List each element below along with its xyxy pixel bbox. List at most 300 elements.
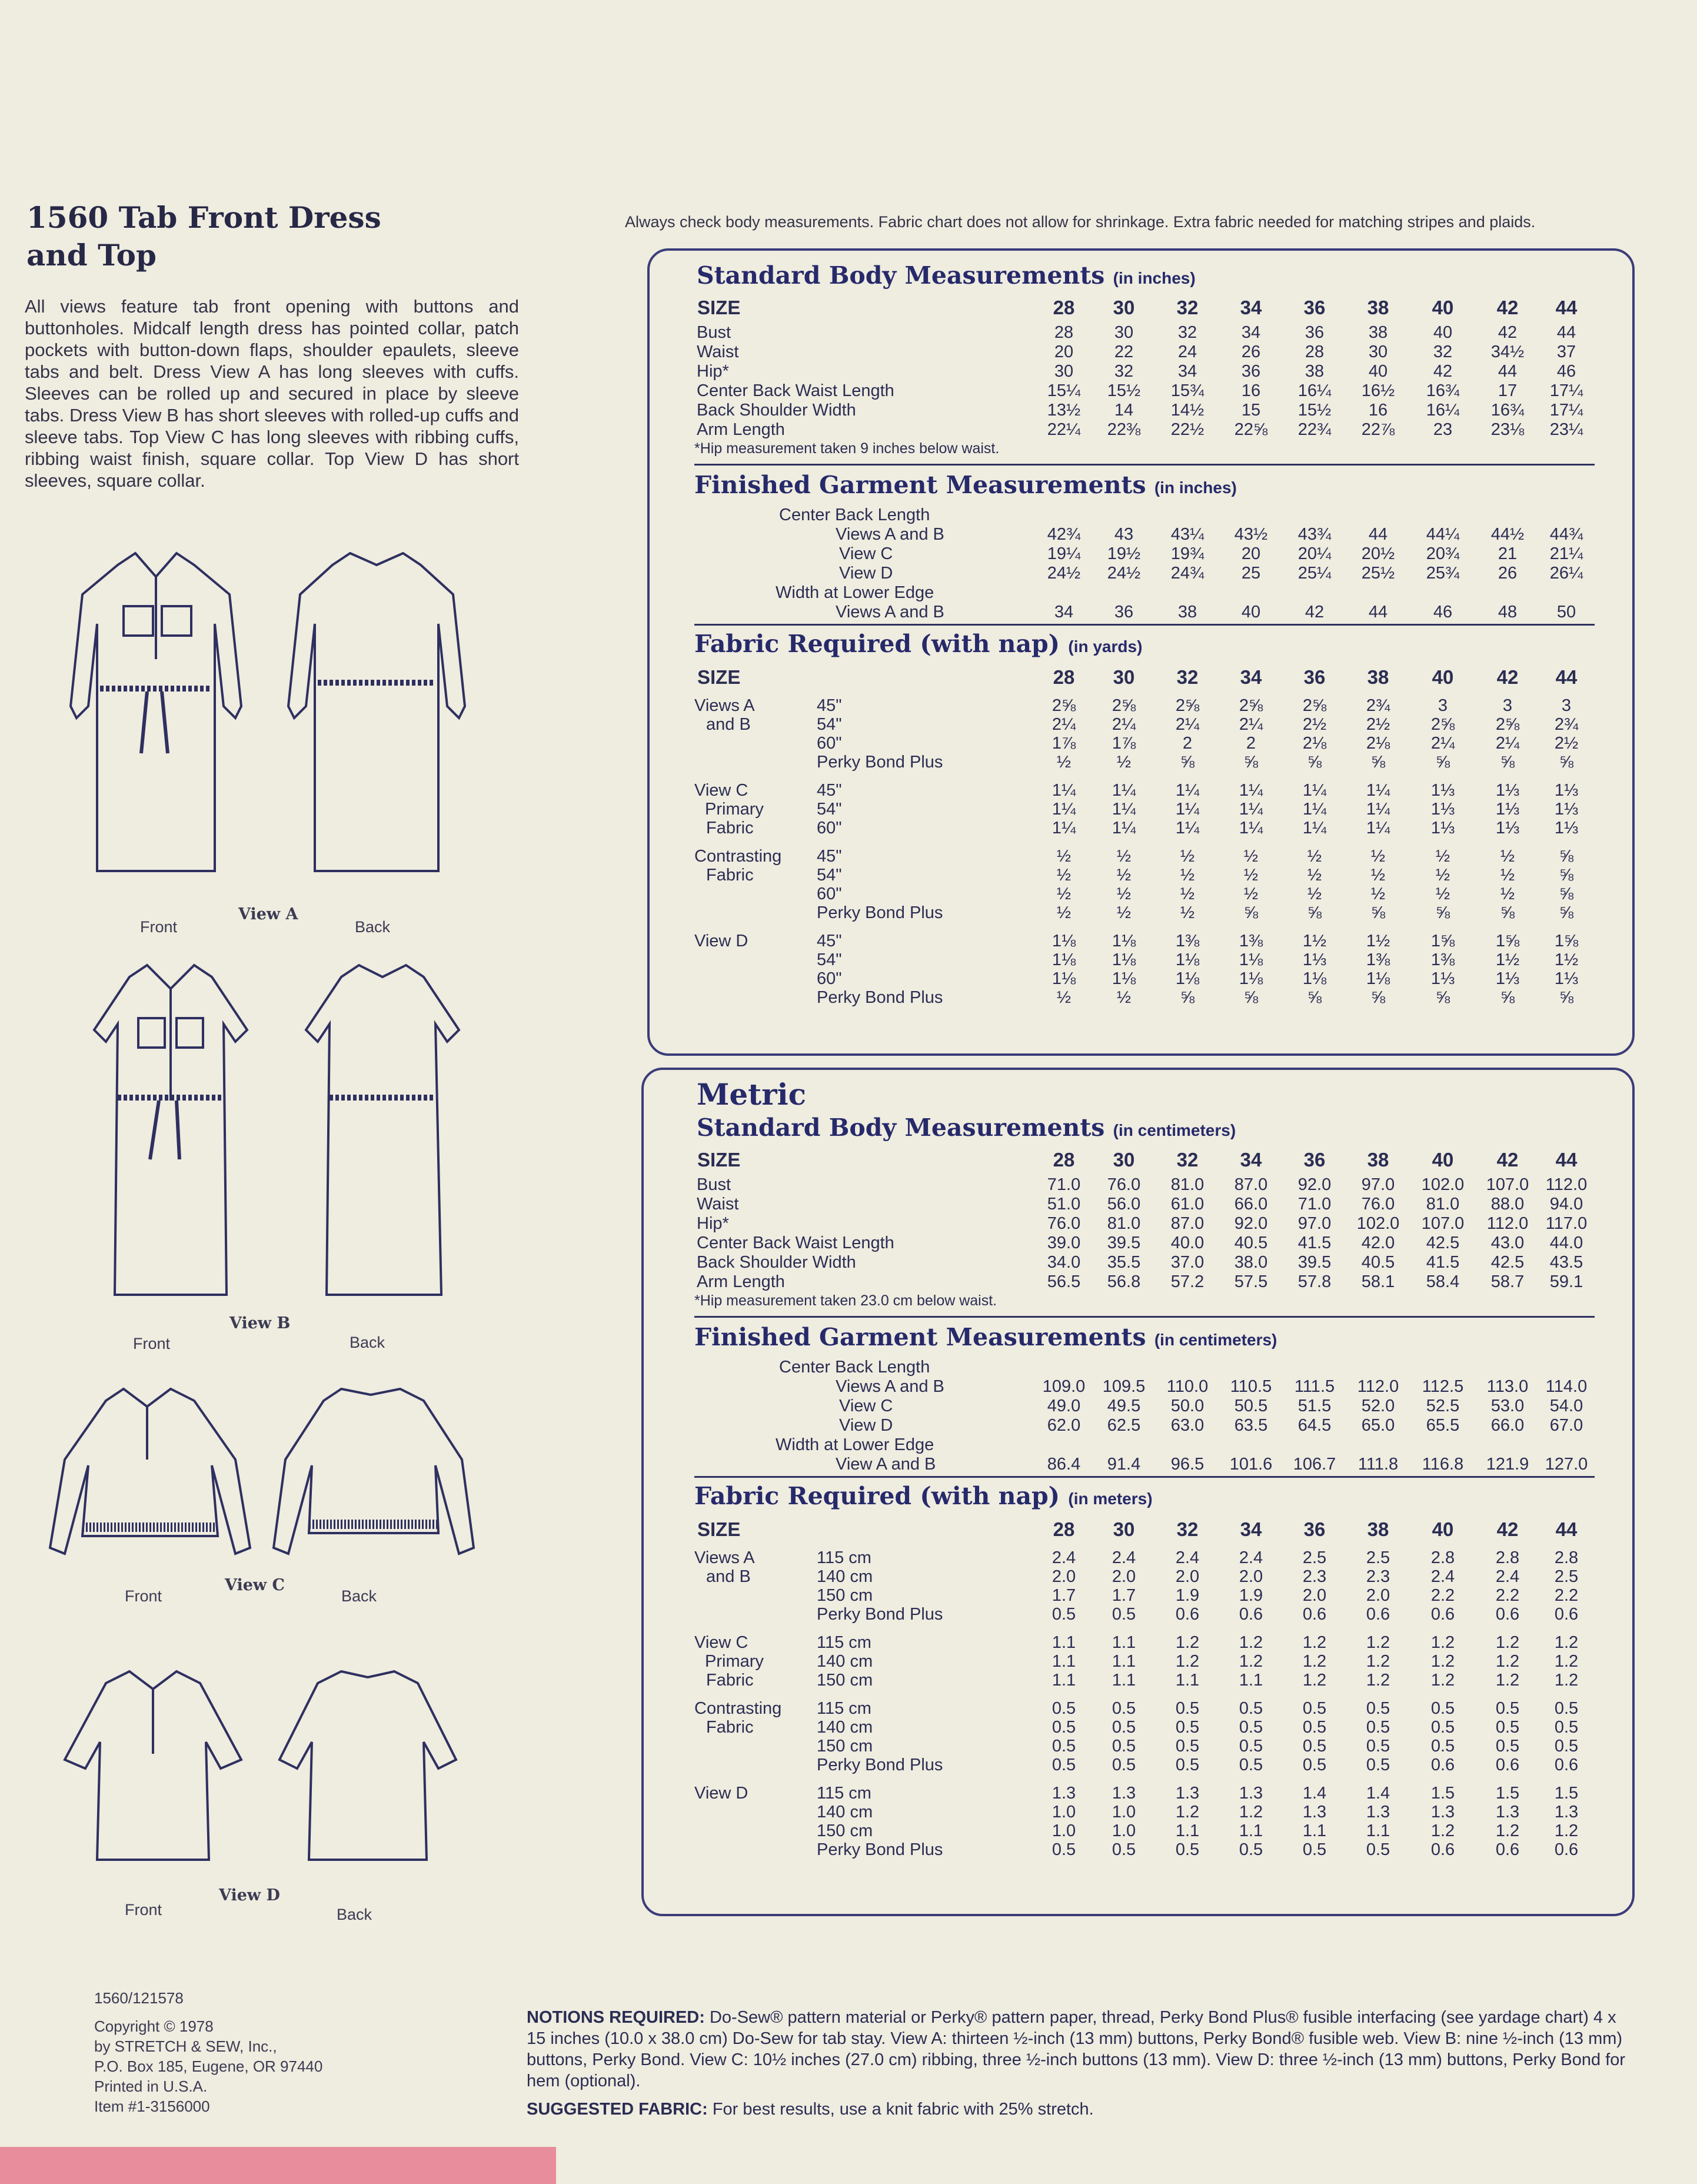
imperial-fabric-width-label: 54" [817,950,842,969]
imperial-fabric-value: 2⅝ [1302,696,1327,715]
size-header-30: 30 [1113,666,1135,688]
metric-body-value: 42.0 [1361,1234,1395,1252]
imperial-fabric-value: ½ [1307,847,1322,866]
imperial-fabric-value: ⅝ [1180,753,1195,772]
size-header-label: SIZE [697,297,741,318]
metric-body-value: 92.0 [1234,1214,1268,1233]
size-header-28: 28 [1053,1149,1075,1171]
size-header-30: 30 [1113,1149,1135,1171]
size-header-30: 30 [1113,297,1135,318]
metric-fabric-value: 0.6 [1495,1840,1520,1859]
metric-fabric-value: 1.2 [1239,1633,1263,1652]
size-header-42: 42 [1496,666,1519,688]
metric-body-value: 81.0 [1107,1214,1141,1233]
metric-fabric-value: 1.7 [1112,1586,1136,1605]
metric-body-title-text: Standard Body Measurements [697,1113,1105,1142]
imperial-fabric-width-label: 60" [817,969,842,988]
imperial-finished-value: 44½ [1490,525,1525,544]
imperial-finished-value: 44¼ [1426,525,1460,544]
imperial-fabric-group-label: View C [694,781,748,800]
imperial-fabric-value: ½ [1180,866,1195,885]
metric-body-row-label: Back Shoulder Width [697,1253,856,1272]
imperial-finished-value: 43 [1114,525,1134,544]
imperial-fabric-value: ½ [1500,866,1515,885]
metric-fabric-width-label: 115 cm [817,1784,871,1803]
metric-fabric-group-label: View C [694,1633,748,1652]
imperial-body-value: 17 [1498,381,1518,400]
view-b-back-label: Back [350,1334,385,1351]
imperial-finished-value: 25½ [1361,564,1395,583]
imperial-fabric-value: 2¼ [1175,715,1200,734]
imperial-fabric-value: 2 [1182,734,1193,753]
imperial-finished-value: 20 [1241,544,1261,563]
imperial-fabric-value: 1⅓ [1430,819,1455,837]
metric-fabric-value: 1.1 [1112,1652,1136,1671]
size-header-34: 34 [1240,297,1262,318]
metric-fabric-value: 1.1 [1175,1671,1200,1690]
imperial-body-footnote: *Hip measurement taken 9 inches below waist. [694,440,1000,457]
metric-body-value: 57.5 [1234,1272,1268,1291]
metric-body-value: 40.5 [1361,1253,1395,1272]
printed: Printed in U.S.A. [94,2077,208,2095]
imperial-fabric-width-label: 45" [817,781,842,800]
imperial-fabric-value: 2⅝ [1239,696,1263,715]
metric-body-value: 71.0 [1297,1195,1332,1214]
imperial-fabric-value: 1⅓ [1554,781,1579,800]
imperial-fabric-group-label: Fabric [706,866,754,885]
imperial-fabric-value: 1⅜ [1430,950,1455,969]
imperial-finished-value: 21¼ [1549,544,1583,563]
metric-fabric-value: 0.5 [1052,1605,1076,1624]
metric-fabric-value: 0.5 [1554,1718,1579,1737]
imperial-fabric-value: 2⅛ [1302,734,1327,753]
metric-body-value: 57.2 [1170,1272,1204,1291]
imperial-fabric-group-label: and B [706,715,751,734]
imperial-body-value: 16½ [1361,381,1395,400]
metric-fabric-width-label: Perky Bond Plus [817,1605,943,1624]
metric-finished-value: 67.0 [1549,1416,1583,1435]
metric-body-value: 112.0 [1486,1214,1529,1233]
metric-body-value: 76.0 [1047,1214,1081,1233]
metric-body-value: 97.0 [1361,1175,1395,1194]
metric-fabric-value: 0.5 [1366,1718,1390,1737]
metric-fabric-value: 1.2 [1430,1671,1455,1690]
metric-body-row-label: Arm Length [697,1272,785,1291]
metric-body-value: 56.5 [1047,1272,1081,1291]
imperial-fabric-value: 1⅓ [1495,969,1520,988]
metric-body-value: 56.8 [1107,1272,1141,1291]
metric-fabric-value: 0.5 [1175,1699,1200,1718]
view-c-front-label: Front [125,1587,162,1605]
metric-finished-width-value: 86.4 [1047,1455,1081,1474]
imperial-body-value: 46 [1556,362,1576,381]
imperial-fabric-value: ½ [1500,847,1515,866]
imperial-body-value: 42 [1498,323,1518,342]
imperial-fabric-width-label: 45" [817,696,842,715]
imperial-finished-value: 20½ [1361,544,1395,563]
size-header-42: 42 [1496,297,1519,318]
imperial-fabric-value: 1⅝ [1554,932,1579,950]
metric-body-value: 34.0 [1047,1253,1081,1272]
metric-body-value: 66.0 [1234,1195,1268,1214]
imperial-fabric-width-label: 60" [817,819,842,837]
metric-fabric-value: 1.3 [1239,1784,1263,1803]
imperial-fabric-value: 1⅝ [1495,932,1520,950]
imperial-fabric-value: 3 [1502,696,1513,715]
imperial-fabric-group-label: Primary [705,800,764,819]
pattern-description: All views feature tab front opening with buttons and buttonholes. Midcalf length dress has pointed collar, patch pockets with button-down flaps, shoulder epaulets, sleeve tabs and belt. Dress View A has long sleeves with cuffs. Sleeves can be rolled up and secured in place by sleeve tabs. Dress View B has short sleeves with rolled-up cuffs and sleeve tabs. Top View C has long sleeves with ribbing cuffs, ribbing waist finish, square collar. Top View D has short sleeves, square collar. [25,296,519,491]
size-header-32: 32 [1176,666,1199,688]
metric-finished-value: 110.0 [1166,1377,1209,1396]
view-d-front-label: Front [125,1901,162,1919]
imperial-fabric-value: 1⅛ [1302,969,1327,988]
imperial-fabric-value: 1⅓ [1495,781,1520,800]
metric-fabric-value: 2.4 [1495,1567,1520,1586]
metric-heading: Metric [697,1077,807,1112]
metric-fabric-value: 1.3 [1112,1784,1136,1803]
imperial-fabric-value: 1⅛ [1112,932,1136,950]
size-header-40: 40 [1432,1149,1454,1171]
metric-finished-value: 109.0 [1042,1377,1086,1396]
imperial-finished-row-label: View D [839,564,893,583]
imperial-fabric-value: 1¼ [1366,819,1390,837]
metric-fabric-value: 1.3 [1430,1803,1455,1821]
imperial-body-value: 36 [1305,323,1325,342]
imperial-fabric-value: 1⅓ [1554,819,1579,837]
imperial-fabric-value: ⅝ [1307,988,1322,1007]
imperial-fabric-value: ½ [1435,866,1450,885]
title-line-2: and Top [26,238,157,272]
metric-fabric-value: 2.0 [1366,1586,1390,1605]
imperial-body-value: 38 [1368,323,1388,342]
metric-fabric-group-label: Contrasting [694,1699,782,1718]
imperial-fabric-value: 1¼ [1239,781,1263,800]
imperial-fabric-value: 1½ [1495,950,1520,969]
imperial-body-value: 16¼ [1426,401,1460,420]
metric-fabric-value: 2.4 [1112,1548,1136,1567]
imperial-fabric-value: ½ [1500,885,1515,903]
metric-fabric-width-label: Perky Bond Plus [817,1840,943,1859]
imperial-fabric-title-text: Fabric Required (with nap) [694,630,1060,658]
imperial-fabric-value: ½ [1435,885,1450,903]
view-c-back-sketch [259,1377,483,1565]
size-header-42: 42 [1496,1149,1519,1171]
metric-fabric-value: 0.6 [1430,1605,1455,1624]
metric-fabric-value: 0.5 [1112,1840,1136,1859]
metric-body-value: 41.5 [1297,1234,1332,1252]
imperial-body-value: 15¾ [1170,381,1204,400]
metric-finished-value: 66.0 [1490,1416,1525,1435]
imperial-fabric-value: 1⅛ [1175,969,1200,988]
imperial-finished-value: 24½ [1047,564,1081,583]
imperial-finished-value: 44 [1368,525,1388,544]
imperial-fabric-group-label: View D [694,932,748,950]
imperial-fabric-width-label: 54" [817,866,842,885]
imperial-body-value: 16¾ [1426,381,1460,400]
metric-fabric-value: 1.1 [1239,1821,1263,1840]
metric-fabric-value: 1.2 [1366,1633,1390,1652]
metric-fabric-value: 1.1 [1366,1821,1390,1840]
metric-fabric-value: 1.3 [1175,1784,1200,1803]
imperial-finished-value: 44¾ [1549,525,1583,544]
imperial-body-value: 23⅛ [1490,420,1525,439]
size-header-28: 28 [1053,666,1075,688]
metric-fabric-value: 0.5 [1175,1840,1200,1859]
metric-fabric-value: 1.2 [1175,1652,1200,1671]
imperial-finished-value: 25¾ [1426,564,1460,583]
view-b-front-sketch [76,953,265,1307]
metric-fabric-value: 1.2 [1495,1652,1520,1671]
imperial-body-value: 34 [1241,323,1261,342]
imperial-body-value: 20 [1054,343,1074,361]
imperial-fabric-value: ½ [1056,988,1072,1007]
metric-fabric-value: 0.5 [1175,1737,1200,1756]
metric-finished-value: 112.5 [1422,1377,1464,1396]
view-a-front-label: Front [140,918,178,936]
imperial-body-value: 23¼ [1549,420,1583,439]
metric-fabric-width-label: 150 cm [817,1671,873,1690]
size-header-34: 34 [1240,1518,1262,1540]
size-header-34: 34 [1240,666,1262,688]
imperial-finished-value: 24¾ [1170,564,1204,583]
size-header-38: 38 [1367,1149,1389,1171]
metric-fabric-value: 0.6 [1495,1756,1520,1774]
metric-fabric-value: 1.0 [1112,1821,1136,1840]
view-c-back-label: Back [341,1587,377,1605]
imperial-fabric-value: ⅝ [1559,847,1574,866]
imperial-body-value: 34½ [1490,343,1525,361]
metric-fabric-value: 0.5 [1112,1699,1136,1718]
imperial-finished-width-value: 36 [1114,603,1134,621]
imperial-fabric-value: ⅝ [1307,903,1322,922]
metric-fabric-value: 0.6 [1302,1605,1327,1624]
imperial-fabric-value: ⅝ [1435,753,1450,772]
metric-fabric-value: 0.6 [1366,1605,1390,1624]
metric-finished-value: 63.5 [1234,1416,1268,1435]
imperial-finished-value: 21 [1498,544,1518,563]
size-header-32: 32 [1176,297,1199,318]
imperial-fabric-value: 1¼ [1366,781,1390,800]
metric-body-value: 117.0 [1545,1214,1588,1233]
imperial-finished-value: 19½ [1107,544,1141,563]
imperial-finished-width-value: 38 [1177,603,1197,621]
metric-finished-value: 109.5 [1102,1377,1146,1396]
imperial-fabric-value: 2⅝ [1495,715,1520,734]
metric-body-value: 51.0 [1047,1195,1081,1214]
metric-fabric-value: 0.6 [1554,1605,1579,1624]
imperial-fabric-value: ½ [1116,866,1132,885]
metric-fabric-value: 1.2 [1239,1652,1263,1671]
metric-body-value: 76.0 [1361,1195,1395,1214]
imperial-finished-group2: Width at Lower Edge [776,583,934,602]
imperial-finished-value: 43¾ [1297,525,1332,544]
imperial-finished-value: 26¼ [1549,564,1583,583]
metric-body-value: 58.7 [1490,1272,1525,1291]
metric-body-value: 43.0 [1490,1234,1525,1252]
imperial-fabric-value: ½ [1370,866,1386,885]
imperial-body-row-label: Waist [697,343,739,361]
metric-fabric-value: 1.1 [1052,1652,1076,1671]
imperial-fabric-value: 1⅛ [1052,932,1076,950]
metric-fabric-value: 0.5 [1112,1718,1136,1737]
imperial-body-value: 34 [1177,362,1197,381]
imperial-fabric-value: 2½ [1366,715,1390,734]
imperial-finished-title-unit: (in inches) [1154,478,1237,497]
imperial-fabric-value: ⅝ [1559,988,1574,1007]
imperial-body-row-label: Back Shoulder Width [697,401,856,420]
size-header-32: 32 [1176,1149,1199,1171]
size-header-32: 32 [1176,1518,1199,1540]
imperial-fabric-value: 1¼ [1052,781,1076,800]
metric-fabric-width-label: 140 cm [817,1652,873,1671]
imperial-fabric-value: 1¼ [1175,819,1200,837]
metric-fabric-value: 0.5 [1495,1737,1520,1756]
metric-fabric-value: 1.2 [1366,1671,1390,1690]
notions-block [527,2007,1633,2120]
imperial-fabric-value: 1⅓ [1554,800,1579,819]
size-header-40: 40 [1432,297,1454,318]
metric-body-value: 38.0 [1234,1253,1268,1272]
imperial-fabric-value: 1¼ [1302,781,1327,800]
metric-fabric-value: 1.2 [1495,1821,1520,1840]
size-header-36: 36 [1303,1518,1326,1540]
metric-body-row-label: Waist [697,1195,739,1214]
metric-body-value: 42.5 [1426,1234,1460,1252]
imperial-fabric-value: 2¼ [1430,734,1455,753]
metric-fabric-value: 0.5 [1239,1840,1263,1859]
metric-fabric-value: 1.3 [1554,1803,1579,1821]
metric-fabric-value: 0.5 [1112,1737,1136,1756]
imperial-fabric-value: 1¼ [1112,781,1136,800]
metric-body-value: 61.0 [1170,1195,1204,1214]
metric-finished-value: 112.0 [1357,1377,1399,1396]
imperial-body-value: 22¾ [1297,420,1332,439]
view-a-back-sketch [279,541,474,883]
metric-fabric-value: 2.3 [1366,1567,1390,1586]
metric-fabric-value: 2.4 [1430,1567,1455,1586]
imperial-body-value: 22⅝ [1234,420,1268,439]
metric-fabric-value: 2.2 [1430,1586,1455,1605]
metric-fabric-value: 1.3 [1052,1784,1076,1803]
imperial-finished-value: 25¼ [1297,564,1332,583]
metric-fabric-value: 0.6 [1554,1840,1579,1859]
size-header-34: 34 [1240,1149,1262,1171]
metric-fabric-value: 2.8 [1495,1548,1520,1567]
metric-finished-row-label: Views A and B [836,1377,944,1396]
imperial-body-value: 32 [1433,343,1453,361]
imperial-fabric-value: 1⅓ [1554,969,1579,988]
imperial-fabric-value: 1¼ [1175,800,1200,819]
imperial-fabric-value: 2¾ [1554,715,1579,734]
view-d-front-sketch [53,1660,253,1871]
metric-body-value: 102.0 [1356,1214,1400,1233]
imperial-fabric-value: 1¼ [1112,800,1136,819]
imperial-body-value: 26 [1241,343,1261,361]
imperial-fabric-value: 1⅛ [1175,950,1200,969]
metric-body-title [697,1113,1236,1142]
metric-finished-width-value: 127.0 [1545,1455,1588,1474]
imperial-fabric-value: 1¼ [1112,819,1136,837]
imperial-fabric-value: 1¼ [1239,800,1263,819]
metric-body-value: 76.0 [1107,1175,1141,1194]
imperial-fabric-value: ½ [1056,847,1072,866]
metric-fabric-value: 1.2 [1554,1671,1579,1690]
metric-body-value: 88.0 [1490,1195,1525,1214]
metric-fabric-value: 2.8 [1430,1548,1455,1567]
metric-fabric-value: 2.4 [1052,1548,1076,1567]
imperial-fabric-value: ½ [1056,753,1072,772]
imperial-body-value: 36 [1241,362,1261,381]
imperial-body-value: 16¼ [1297,381,1332,400]
metric-fabric-value: 0.5 [1366,1699,1390,1718]
metric-body-row-label: Hip* [697,1214,729,1233]
size-header-28: 28 [1053,1518,1075,1540]
imperial-body-value: 24 [1177,343,1197,361]
metric-fabric-value: 1.2 [1302,1633,1327,1652]
imperial-fabric-value: 1½ [1366,932,1390,950]
imperial-fabric-width-label: 60" [817,885,842,903]
imperial-fabric-value: 1⅛ [1239,969,1263,988]
suggested-fabric-label: SUGGESTED FABRIC: [527,2100,708,2119]
view-c-label: View C [225,1576,285,1594]
metric-fabric-value: 0.5 [1175,1756,1200,1774]
metric-fabric-value: 1.2 [1430,1633,1455,1652]
metric-body-row-label: Bust [697,1175,731,1194]
imperial-fabric-value: 2⅝ [1430,715,1455,734]
imperial-fabric-value: 1⅓ [1430,800,1455,819]
metric-finished-width-label: View A and B [836,1455,936,1474]
view-b-back-sketch [294,953,471,1307]
imperial-body-value: 30 [1054,362,1074,381]
imperial-fabric-value: ½ [1180,885,1195,903]
metric-fabric-width-label: Perky Bond Plus [817,1756,943,1774]
view-b-front-label: Front [133,1335,171,1352]
imperial-fabric-value: 1⅝ [1430,932,1455,950]
imperial-fabric-value: 2¼ [1052,715,1076,734]
imperial-fabric-value: ½ [1307,866,1322,885]
metric-fabric-value: 0.5 [1554,1737,1579,1756]
metric-finished-value: 53.0 [1490,1397,1525,1415]
imperial-body-value: 22 [1114,343,1134,361]
imperial-fabric-value: ½ [1056,903,1072,922]
imperial-body-value: 16 [1368,401,1388,420]
imperial-fabric-value: 1½ [1302,932,1327,950]
metric-fabric-value: 1.2 [1495,1671,1520,1690]
imperial-fabric-value: ½ [1243,885,1259,903]
imperial-finished-width-value: 46 [1433,603,1453,621]
imperial-body-value: 14 [1114,401,1134,420]
metric-body-value: 56.0 [1107,1195,1141,1214]
imperial-body-value: 15½ [1297,401,1332,420]
size-header-38: 38 [1367,1518,1389,1540]
imperial-fabric-value: ⅝ [1307,753,1322,772]
metric-finished-value: 62.5 [1107,1416,1141,1435]
metric-fabric-group-label: and B [706,1567,751,1586]
metric-finished-value: 49.0 [1047,1397,1081,1415]
metric-finished-value: 54.0 [1549,1397,1583,1415]
metric-finished-value: 63.0 [1170,1416,1204,1435]
imperial-fabric-value: ½ [1116,885,1132,903]
imperial-finished-value: 42¾ [1047,525,1081,544]
imperial-fabric-value: ½ [1056,866,1072,885]
pink-edge-strip [0,2147,556,2184]
imperial-finished-width-value: 42 [1305,603,1325,621]
metric-body-value: 41.5 [1426,1253,1460,1272]
imperial-body-row-label: Hip* [697,362,729,381]
imperial-fabric-width-label: Perky Bond Plus [817,753,943,772]
imperial-body-value: 28 [1054,323,1074,342]
metric-fabric-value: 0.5 [1239,1699,1263,1718]
